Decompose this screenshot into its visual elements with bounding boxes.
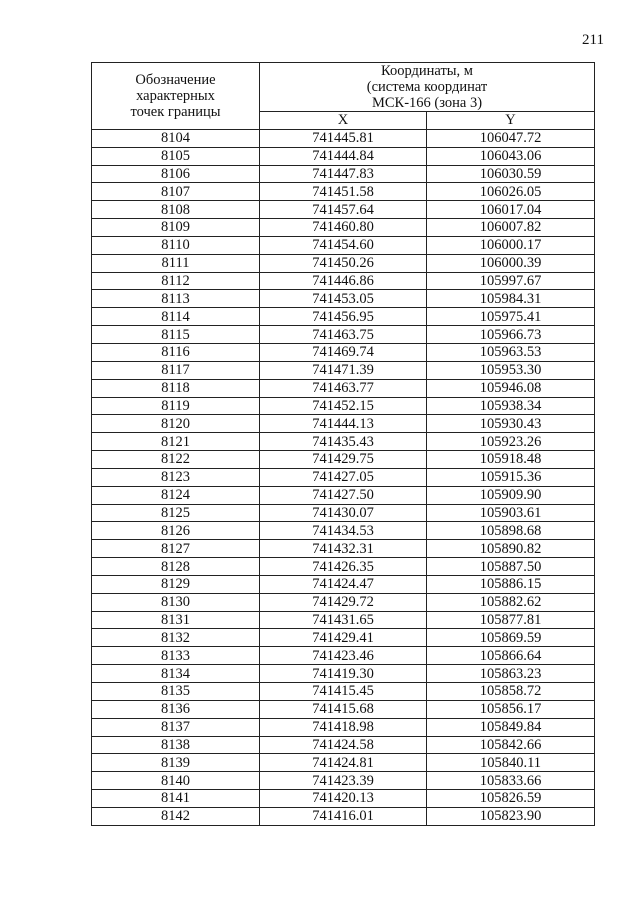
table-row	[92, 772, 595, 790]
point-cell: 8142	[92, 807, 260, 825]
y-coordinate-cell: 105833.66	[427, 772, 595, 790]
point-cell: 8111	[92, 254, 260, 272]
x-coordinate-cell: 741444.84	[260, 147, 427, 165]
y-coordinate-cell: 105953.30	[427, 361, 595, 379]
table-row	[92, 165, 595, 183]
x-coordinate-cell: 741424.58	[260, 736, 427, 754]
x-coordinate-cell: 741463.77	[260, 379, 427, 397]
point-header-line-1: Обозначение	[135, 71, 216, 88]
point-cell: 8130	[92, 593, 260, 611]
table-row	[92, 629, 595, 647]
x-coordinate-cell: 741446.86	[260, 272, 427, 290]
x-coordinate-cell: 741434.53	[260, 522, 427, 540]
table-row	[92, 683, 595, 701]
x-coordinate-cell: 741420.13	[260, 790, 427, 808]
x-column-header: X	[260, 112, 427, 130]
x-coordinate-cell: 741456.95	[260, 308, 427, 326]
table-row	[92, 665, 595, 683]
x-coordinate-cell: 741423.39	[260, 772, 427, 790]
x-coordinate-cell: 741460.80	[260, 219, 427, 237]
point-cell: 8126	[92, 522, 260, 540]
y-coordinate-cell: 105963.53	[427, 343, 595, 361]
point-cell: 8134	[92, 665, 260, 683]
x-coordinate-cell: 741431.65	[260, 611, 427, 629]
point-cell: 8122	[92, 451, 260, 469]
point-cell: 8118	[92, 379, 260, 397]
point-cell: 8112	[92, 272, 260, 290]
point-cell: 8121	[92, 433, 260, 451]
y-coordinate-cell: 105856.17	[427, 700, 595, 718]
table-row	[92, 540, 595, 558]
x-coordinate-cell: 741429.75	[260, 451, 427, 469]
x-coordinate-cell: 741424.81	[260, 754, 427, 772]
x-coordinate-cell: 741427.50	[260, 486, 427, 504]
y-coordinate-cell: 105984.31	[427, 290, 595, 308]
table-row	[92, 219, 595, 237]
point-cell: 8116	[92, 343, 260, 361]
y-coordinate-cell: 106000.39	[427, 254, 595, 272]
x-coordinate-cell: 741435.43	[260, 433, 427, 451]
point-cell: 8104	[92, 129, 260, 147]
table-row	[92, 718, 595, 736]
table-row	[92, 236, 595, 254]
x-coordinate-cell: 741451.58	[260, 183, 427, 201]
point-cell: 8138	[92, 736, 260, 754]
y-coordinate-cell: 105930.43	[427, 415, 595, 433]
x-coordinate-cell: 741450.26	[260, 254, 427, 272]
point-cell: 8125	[92, 504, 260, 522]
point-cell: 8109	[92, 219, 260, 237]
point-cell: 8115	[92, 326, 260, 344]
point-cell: 8133	[92, 647, 260, 665]
x-coordinate-cell: 741453.05	[260, 290, 427, 308]
point-cell: 8108	[92, 201, 260, 219]
coords-header-line-3: МСК-166 (зона 3)	[371, 95, 483, 111]
y-coordinate-cell: 105863.23	[427, 665, 595, 683]
table-row	[92, 361, 595, 379]
y-coordinate-cell: 105826.59	[427, 790, 595, 808]
table-row	[92, 647, 595, 665]
table-row	[92, 147, 595, 165]
point-column-header	[92, 63, 260, 130]
y-coordinate-cell: 105866.64	[427, 647, 595, 665]
table-body	[92, 129, 595, 825]
coordinates-column-header	[260, 63, 595, 112]
y-coordinate-cell: 105823.90	[427, 807, 595, 825]
y-coordinate-cell: 105849.84	[427, 718, 595, 736]
y-coordinate-cell: 105966.73	[427, 326, 595, 344]
x-coordinate-cell: 741471.39	[260, 361, 427, 379]
x-coordinate-cell: 741445.81	[260, 129, 427, 147]
y-coordinate-cell: 106000.17	[427, 236, 595, 254]
point-cell: 8124	[92, 486, 260, 504]
x-coordinate-cell: 741457.64	[260, 201, 427, 219]
y-coordinate-cell: 105946.08	[427, 379, 595, 397]
point-cell: 8132	[92, 629, 260, 647]
table-row	[92, 504, 595, 522]
x-coordinate-cell: 741426.35	[260, 558, 427, 576]
y-coordinate-cell: 105918.48	[427, 451, 595, 469]
x-coordinate-cell: 741432.31	[260, 540, 427, 558]
table-row	[92, 129, 595, 147]
x-coordinate-cell: 741429.41	[260, 629, 427, 647]
coords-header-line-2: (система координат	[366, 79, 488, 95]
point-cell: 8113	[92, 290, 260, 308]
table-row	[92, 254, 595, 272]
table-row	[92, 807, 595, 825]
y-coordinate-cell: 105903.61	[427, 504, 595, 522]
y-coordinate-cell: 106030.59	[427, 165, 595, 183]
table-row	[92, 522, 595, 540]
table-row	[92, 736, 595, 754]
table-row	[92, 611, 595, 629]
point-cell: 8129	[92, 575, 260, 593]
point-cell: 8110	[92, 236, 260, 254]
table-row	[92, 272, 595, 290]
y-coordinate-cell: 106007.82	[427, 219, 595, 237]
table-row	[92, 593, 595, 611]
point-cell: 8128	[92, 558, 260, 576]
x-coordinate-cell: 741469.74	[260, 343, 427, 361]
y-coordinate-cell: 106017.04	[427, 201, 595, 219]
table-row	[92, 308, 595, 326]
table-row	[92, 575, 595, 593]
y-coordinate-cell: 106026.05	[427, 183, 595, 201]
table-row	[92, 415, 595, 433]
table-row	[92, 451, 595, 469]
table-row	[92, 201, 595, 219]
x-coordinate-cell: 741430.07	[260, 504, 427, 522]
y-coordinate-cell: 105915.36	[427, 468, 595, 486]
point-cell: 8120	[92, 415, 260, 433]
y-coordinate-cell: 105938.34	[427, 397, 595, 415]
x-coordinate-cell: 741454.60	[260, 236, 427, 254]
y-coordinate-cell: 105840.11	[427, 754, 595, 772]
x-coordinate-cell: 741424.47	[260, 575, 427, 593]
point-cell: 8119	[92, 397, 260, 415]
table-row	[92, 558, 595, 576]
point-header-line-2: характерных	[136, 87, 215, 104]
point-cell: 8131	[92, 611, 260, 629]
table-header	[92, 63, 595, 130]
x-coordinate-cell: 741416.01	[260, 807, 427, 825]
y-coordinate-cell: 105869.59	[427, 629, 595, 647]
x-coordinate-cell: 741418.98	[260, 718, 427, 736]
point-cell: 8105	[92, 147, 260, 165]
point-cell: 8106	[92, 165, 260, 183]
point-cell: 8114	[92, 308, 260, 326]
table-row	[92, 397, 595, 415]
point-cell: 8127	[92, 540, 260, 558]
y-coordinate-cell: 105909.90	[427, 486, 595, 504]
point-cell: 8141	[92, 790, 260, 808]
point-cell: 8137	[92, 718, 260, 736]
y-column-header: Y	[427, 112, 595, 130]
x-coordinate-cell: 741444.13	[260, 415, 427, 433]
coordinates-table	[91, 62, 595, 826]
y-coordinate-cell: 105975.41	[427, 308, 595, 326]
table-row	[92, 326, 595, 344]
x-coordinate-cell: 741415.45	[260, 683, 427, 701]
y-coordinate-cell: 105877.81	[427, 611, 595, 629]
x-coordinate-cell: 741415.68	[260, 700, 427, 718]
x-coordinate-cell: 741427.05	[260, 468, 427, 486]
point-cell: 8140	[92, 772, 260, 790]
x-coordinate-cell: 741423.46	[260, 647, 427, 665]
page-number: 211	[582, 32, 604, 48]
point-header-line-3: точек границы	[130, 103, 221, 120]
point-cell: 8135	[92, 683, 260, 701]
y-coordinate-cell: 105890.82	[427, 540, 595, 558]
point-cell: 8107	[92, 183, 260, 201]
table-row	[92, 183, 595, 201]
point-cell: 8117	[92, 361, 260, 379]
point-cell: 8139	[92, 754, 260, 772]
coords-header-line-1: Координаты, м	[381, 63, 473, 79]
table-row	[92, 790, 595, 808]
table-row	[92, 379, 595, 397]
y-coordinate-cell: 105898.68	[427, 522, 595, 540]
point-cell: 8136	[92, 700, 260, 718]
y-coordinate-cell: 105882.62	[427, 593, 595, 611]
y-coordinate-cell: 106047.72	[427, 129, 595, 147]
x-coordinate-cell: 741447.83	[260, 165, 427, 183]
y-coordinate-cell: 105858.72	[427, 683, 595, 701]
x-coordinate-cell: 741463.75	[260, 326, 427, 344]
y-coordinate-cell: 105887.50	[427, 558, 595, 576]
y-coordinate-cell: 106043.06	[427, 147, 595, 165]
x-coordinate-cell: 741429.72	[260, 593, 427, 611]
table-row	[92, 700, 595, 718]
table-row	[92, 486, 595, 504]
x-coordinate-cell: 741419.30	[260, 665, 427, 683]
table-row	[92, 290, 595, 308]
table-row	[92, 754, 595, 772]
y-coordinate-cell: 105997.67	[427, 272, 595, 290]
table-row	[92, 468, 595, 486]
point-cell: 8123	[92, 468, 260, 486]
x-coordinate-cell: 741452.15	[260, 397, 427, 415]
table-row	[92, 433, 595, 451]
table-row	[92, 343, 595, 361]
y-coordinate-cell: 105886.15	[427, 575, 595, 593]
y-coordinate-cell: 105923.26	[427, 433, 595, 451]
y-coordinate-cell: 105842.66	[427, 736, 595, 754]
